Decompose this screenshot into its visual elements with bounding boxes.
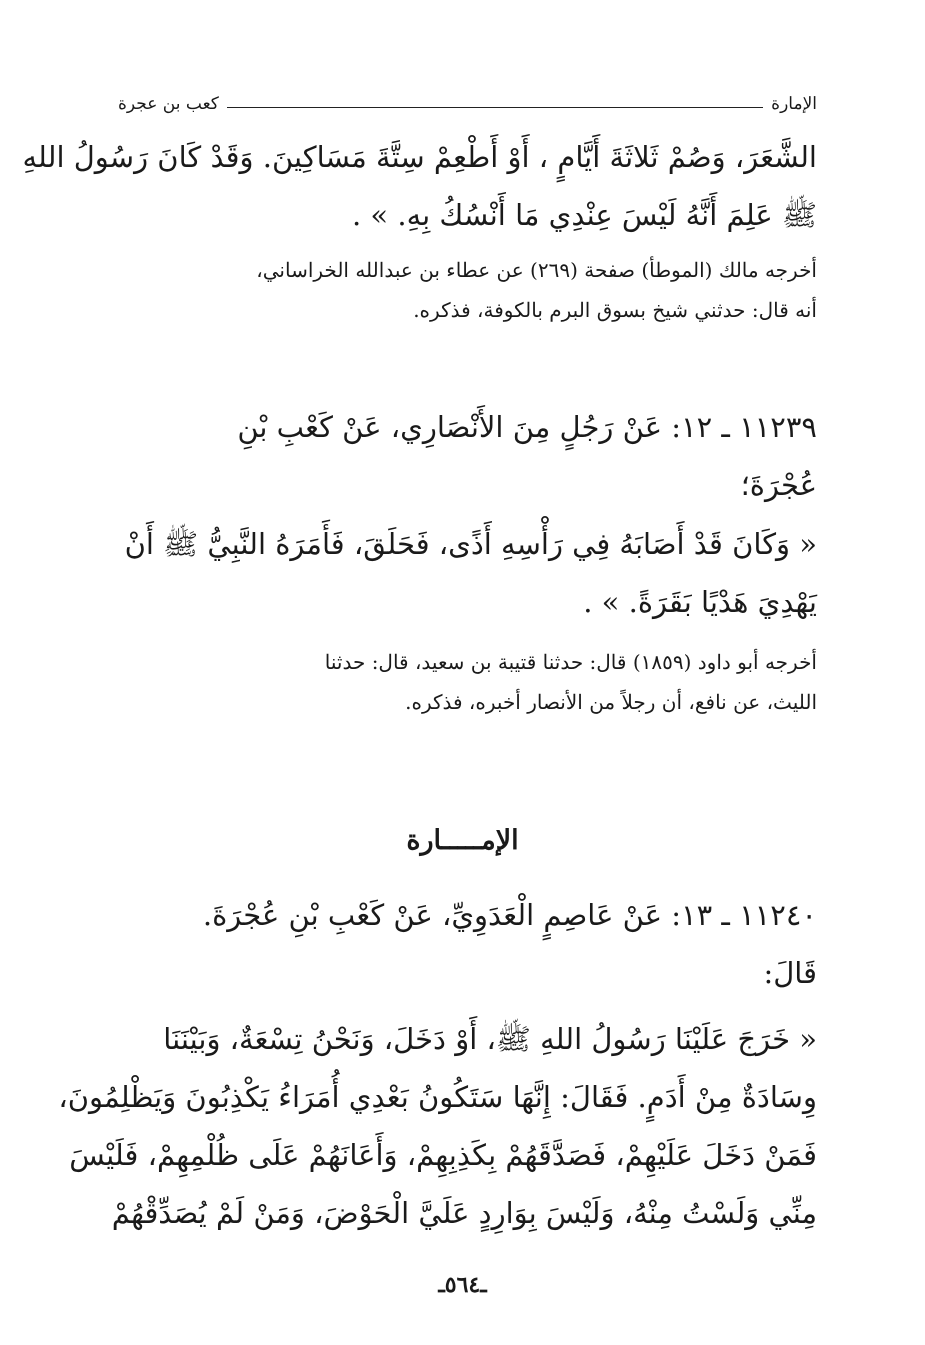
header-rule — [227, 107, 763, 108]
text-line: « وَكَانَ قَدْ أَصَابَهُ فِي رَأْسِهِ أَذًى، فَحَلَقَ، فَأَمَرَهُ النَّبِيُّ ﷺ أَنْ — [124, 527, 817, 561]
hadith-1240-isnad — [112, 886, 817, 1002]
section-heading: الإمـــــارة — [406, 825, 519, 856]
hadith-text-continued — [22, 128, 817, 244]
text-line: قَالَ: — [763, 956, 817, 990]
text-line: أخرجه مالك (الموطأ) صفحة (٢٦٩) عن عطاء بن عبدالله الخراساني، — [256, 258, 817, 282]
takhrij-1239 — [112, 642, 817, 722]
text-line: ﷺ عَلِمَ أَنَّهُ لَيْسَ عِنْدِي مَا أَنْسُكُ بِهِ. » . — [351, 198, 817, 232]
running-header — [118, 92, 817, 116]
text-line: يَهْدِيَ هَدْيًا بَقَرَةً. » . — [583, 585, 817, 619]
header-chapter-title: الإمارة — [771, 94, 817, 114]
text-line: فَمَنْ دَخَلَ عَلَيْهِمْ، فَصَدَّقَهُمْ بِكَذِبِهِمْ، وَأَعَانَهُمْ عَلَى ظُلْمِهِمْ، فَلَيْسَ — [69, 1138, 817, 1172]
page-number: ـ٥٦٤ـ — [438, 1272, 487, 1298]
text-line: ١١٢٤٠ ـ ١٣: عَنْ عَاصِمٍ الْعَدَوِيِّ، عَنْ كَعْبِ بْنِ عُجْرَةَ. — [202, 898, 817, 932]
text-line: مِنِّي وَلَسْتُ مِنْهُ، وَلَيْسَ بِوَارِدٍ عَلَيَّ الْحَوْضَ، وَمَنْ لَمْ يُصَدِّقْهُمْ — [111, 1196, 817, 1230]
takhrij-note — [112, 250, 817, 330]
text-line: أخرجه أبو داود (١٨٥٩) قال: حدثنا قتيبة بن سعيد، قال: حدثنا — [324, 650, 817, 674]
text-line: ١١٢٣٩ ـ ١٢: عَنْ رَجُلٍ مِنَ الأَنْصَارِي، عَنْ كَعْبِ بْنِ — [237, 410, 817, 444]
text-line: الشَّعَرَ، وَصُمْ ثَلاثَةَ أَيَّامٍ ، أَوْ أَطْعِمْ سِتَّةَ مَسَاكِينَ. وَقَدْ كَانَ رَسُولُ اللهِ — [22, 140, 817, 174]
text-line: أنه قال: حدثني شيخ بسوق البرم بالكوفة، فذكره. — [413, 298, 817, 322]
text-line: « خَرَجَ عَلَيْنَا رَسُولُ اللهِ ﷺ، أَوْ دَخَلَ، وَنَحْنُ تِسْعَةٌ، وَبَيْنَنَا — [163, 1022, 817, 1056]
header-companion-name: كعب بن عجرة — [118, 94, 219, 114]
text-line: الليث، عن نافع، أن رجلاً من الأنصار أخبره، فذكره. — [405, 690, 817, 714]
hadith-1239-isnad — [112, 398, 817, 514]
hadith-1239-matn — [112, 515, 817, 631]
text-line: وِسَادَةٌ مِنْ أَدَمٍ. فَقَالَ: إِنَّهَا سَتَكُونُ بَعْدِي أُمَرَاءُ يَكْذِبُونَ وَيَظْلِمُونَ، — [58, 1080, 817, 1114]
hadith-1240-matn — [58, 1010, 817, 1242]
text-line: عُجْرَةَ؛ — [740, 468, 817, 502]
